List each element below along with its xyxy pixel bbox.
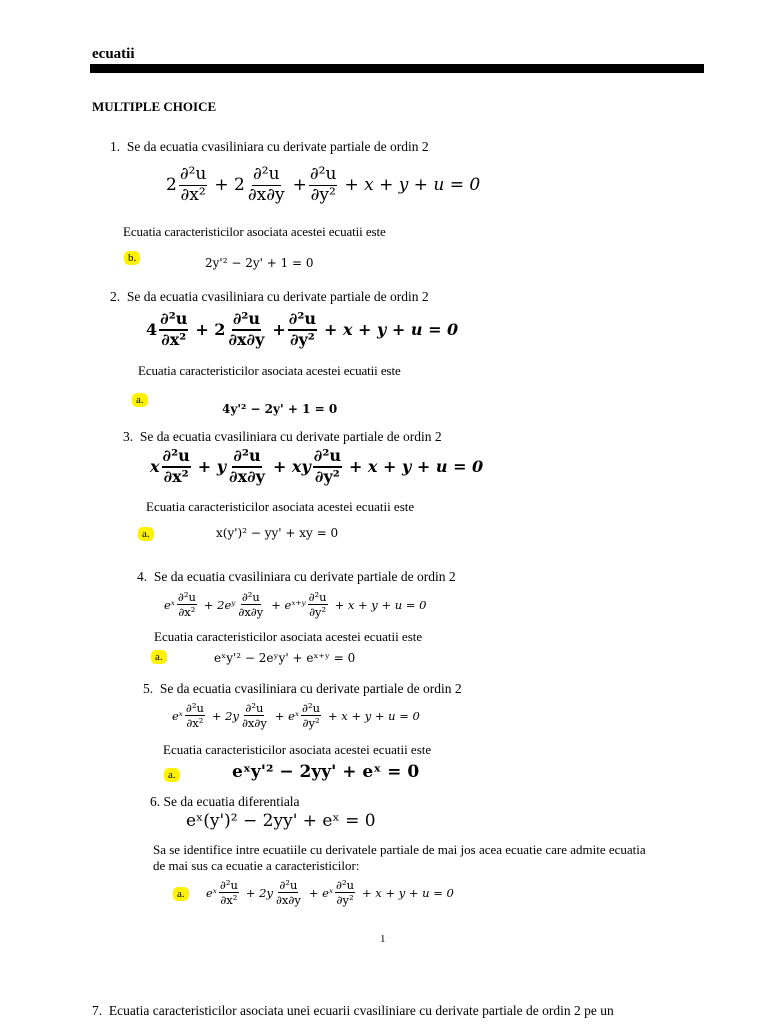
question-3-answer-badge[interactable]: a. [138, 524, 154, 542]
question-1-equation: 2 $\frac{\text{∂²u}}{\text{∂x²}}$ + 2 $\frac{\text{∂²u}}{\partial x\partial y}$ + $\frac{\text{∂²u}}{\text{∂y²}}$ + x + y + u = 0 [166, 164, 481, 205]
question-5-prompt: 5. Se da ecuatia cvasiliniara cu derivate partiale de ordin 2 [143, 681, 462, 696]
question-6-answer-badge[interactable]: a. [173, 884, 189, 902]
question-4-equation: eˣ $\frac{\text{∂²u}}{\text{∂x²}}$ + 2eʸ $\frac{\text{∂²u}}{\partial x\partial y}$ + eˣ⁺ʸ $\frac{\text{∂²u}}{\text{∂y²}}$ + x + y + u = 0 [164, 590, 427, 620]
question-2-equation: 4 $\frac{\text{∂²u}}{\text{∂x²}}$ + 2 $\frac{\text{∂²u}}{\partial x\partial y}$ + $\frac{\text{∂²u}}{\text{∂y²}}$ + x + y + u = 0 [146, 309, 459, 349]
question-6-answer-equation: eˣ $\frac{\text{∂²u}}{\text{∂x²}}$ + 2y $\frac{\text{∂²u}}{\partial x\partial y}$ + eˣ $\frac{\text{∂²u}}{\text{∂y²}}$ + x + y + u = 0 [206, 878, 454, 908]
question-6-prompt: 6. Se da ecuatia diferentiala [150, 794, 300, 809]
question-1-answer-badge[interactable]: b. [124, 248, 140, 266]
document-title: ecuatii [92, 46, 135, 62]
question-3-subprompt: Ecuatia caracteristicilor asociata acestei ecuatii este [146, 499, 415, 514]
question-6-subprompt-line2: de mai sus ca ecuatie a caracteristicilor: [153, 858, 360, 873]
question-5-equation: eˣ $\frac{\text{∂²u}}{\text{∂x²}}$ + 2y $\frac{\text{∂²u}}{\partial x\partial y}$ + eˣ $\frac{\text{∂²u}}{\text{∂y²}}$ + x + y + u = 0 [172, 701, 420, 731]
question-4-prompt: 4. Se da ecuatia cvasiliniara cu derivate partiale de ordin 2 [137, 569, 456, 584]
question-2-answer-equation: 4y'² − 2y' + 1 = 0 [222, 402, 338, 416]
question-3-equation: x $\frac{\text{∂²u}}{\text{∂x²}}$ + y $\frac{\text{∂²u}}{\partial x\partial y}$ + xy $\frac{\text{∂²u}}{\text{∂y²}}$ + x + y + u = 0 [150, 446, 484, 486]
question-6-given-equation: eˣ(y')² − 2yy' + eˣ = 0 [186, 811, 376, 831]
question-6-subprompt-line1: Sa se identifice intre ecuatiile cu derivatele partiale de mai jos acea ecuatie care admite ecuatia [153, 842, 646, 857]
question-2-prompt: 2. Se da ecuatia cvasiliniara cu derivate partiale de ordin 2 [110, 289, 429, 304]
question-1-prompt: 1. Se da ecuatia cvasiliniara cu derivate partiale de ordin 2 [110, 139, 429, 154]
page-number: 1 [380, 933, 386, 945]
question-1-subprompt: Ecuatia caracteristicilor asociata acestei ecuatii este [123, 224, 386, 239]
section-heading: MULTIPLE CHOICE [92, 99, 217, 114]
question-3-prompt: 3. Se da ecuatia cvasiliniara cu derivate partiale de ordin 2 [123, 429, 442, 444]
question-5-answer-equation: eˣy'² − 2yy' + eˣ = 0 [232, 762, 420, 782]
question-4-answer-badge[interactable]: a. [151, 647, 167, 665]
question-1-answer-equation: 2y'² − 2y' + 1 = 0 [205, 256, 314, 270]
header-rule [90, 64, 704, 73]
question-3-answer-equation: x(y')² − yy' + xy = 0 [216, 526, 339, 540]
question-7-prompt: 7. Ecuatia caracteristicilor asociata unei ecuarii cvasiliniare cu derivate partiale de ordin 2 pe un [92, 1003, 614, 1018]
question-2-answer-badge[interactable]: a. [132, 390, 148, 408]
question-5-subprompt: Ecuatia caracteristicilor asociata acestei ecuatii este [163, 742, 432, 757]
question-5-answer-badge[interactable]: a. [164, 765, 180, 783]
question-4-subprompt: Ecuatia caracteristicilor asociata acestei ecuatii este [154, 629, 423, 644]
question-2-subprompt: Ecuatia caracteristicilor asociata acestei ecuatii este [138, 363, 401, 378]
question-4-answer-equation: eˣy'² − 2eʸy' + eˣ⁺ʸ = 0 [214, 651, 356, 665]
